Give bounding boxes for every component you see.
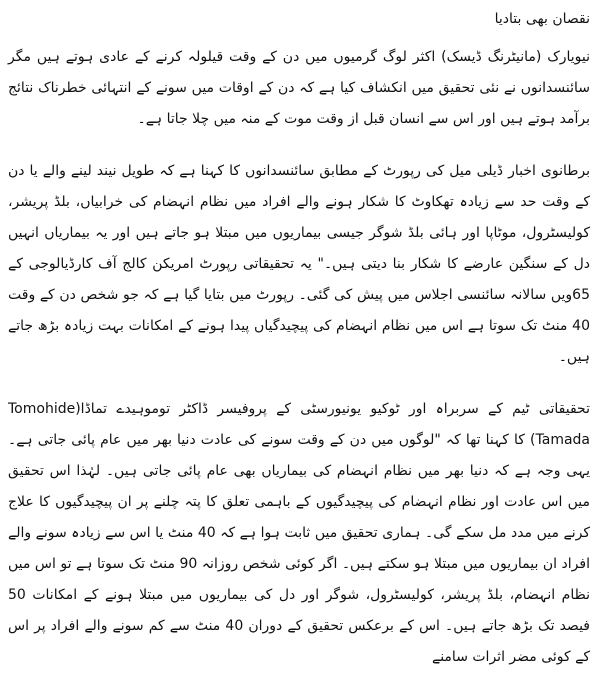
article-body xyxy=(8,0,590,673)
headline-tail: نقصان بھی بتادیا xyxy=(494,11,590,27)
article-paragraph: نیویارک (مانیٹرنگ ڈیسک) اکثر لوگ گرمیوں میں دن کے وقت قیلولہ کرنے کے عادی ہوتے ہیں مگر سائنسدانوں نے نئی تحقیق میں انکشاف کیا ہے کہ دن کے اوقات میں سونے کے انتہائی خطرناک نتائج برآمد ہوتے ہیں اور اس سے انسان قبل از وقت موت کے منہ میں چلا جاتا ہے۔ xyxy=(8,49,590,127)
article-paragraph: تحقیقاتی ٹیم کے سربراہ اور ٹوکیو یونیورسٹی کے پروفیسر ڈاکٹر توموہیدے تماڈا(Tomohide Tamada) کا کہنا تھا کہ "لوگوں میں دن کے وقت سونے کی عادت دنیا بھر میں عام پائی جاتی ہے۔ یہی وجہ ہے کہ دنیا بھر میں نظام انہضام کی بیماریاں بھی عام پائی جاتی ہیں۔ لہٰذا اس تحقیق میں اس عادت اور نظام انہضام کی پیچیدگیوں کے باہمی تعلق کا پتہ چلنے پر ان پیچیدگیوں کا علاج کرنے میں مدد مل سکے گی۔ ہماری تحقیق میں ثابت ہوا ہے کہ 40 منٹ یا اس سے زیادہ سونے والے افراد ان بیماریوں میں مبتلا ہو سکتے ہیں۔ اگر کوئی شخص روزانہ 90 منٹ تک سوتا ہے تو اس میں نظام انہضام، بلڈ پریشر، کولیسٹرول، شوگر اور دل کی بیماریوں میں مبتلا ہونے کے امکانات 50 فیصد تک بڑھ جاتے ہیں۔ اس کے برعکس تحقیق کے دوران 40 منٹ سے کم سونے والے افراد پر اس کے کوئی مضر اثرات سامنے xyxy=(8,401,590,665)
article-paragraph: برطانوی اخبار ڈیلی میل کی رپورٹ کے مطابق سائنسدانوں کا کہنا ہے کہ طویل نیند لینے والے یا دن کے وقت حد سے زیادہ تھکاوٹ کا شکار ہونے والے افراد میں نظام انہضام کی خرابیاں، بلڈ پریشر، کولیسٹرول، موٹاپا اور ہائی بلڈ شوگر جیسی بیماریوں میں مبتلا ہو جاتے ہیں اور یہ بیماریاں انہیں دل کے سنگین عارضے کا شکار بنا دیتی ہیں۔" یہ تحقیقاتی رپورٹ امریکن کالج آف کارڈیالوجی کے 65ویں سالانہ سائنسی اجلاس میں پیش کی گئی۔ رپورٹ میں بتایا گیا ہے کہ جو شخص دن کے وقت 40 منٹ تک سوتا ہے اس میں نظام انہضام کی پیچیدگیاں پیدا ہونے کے امکانات بہت زیادہ بڑھ جاتے ہیں۔ xyxy=(8,163,590,365)
